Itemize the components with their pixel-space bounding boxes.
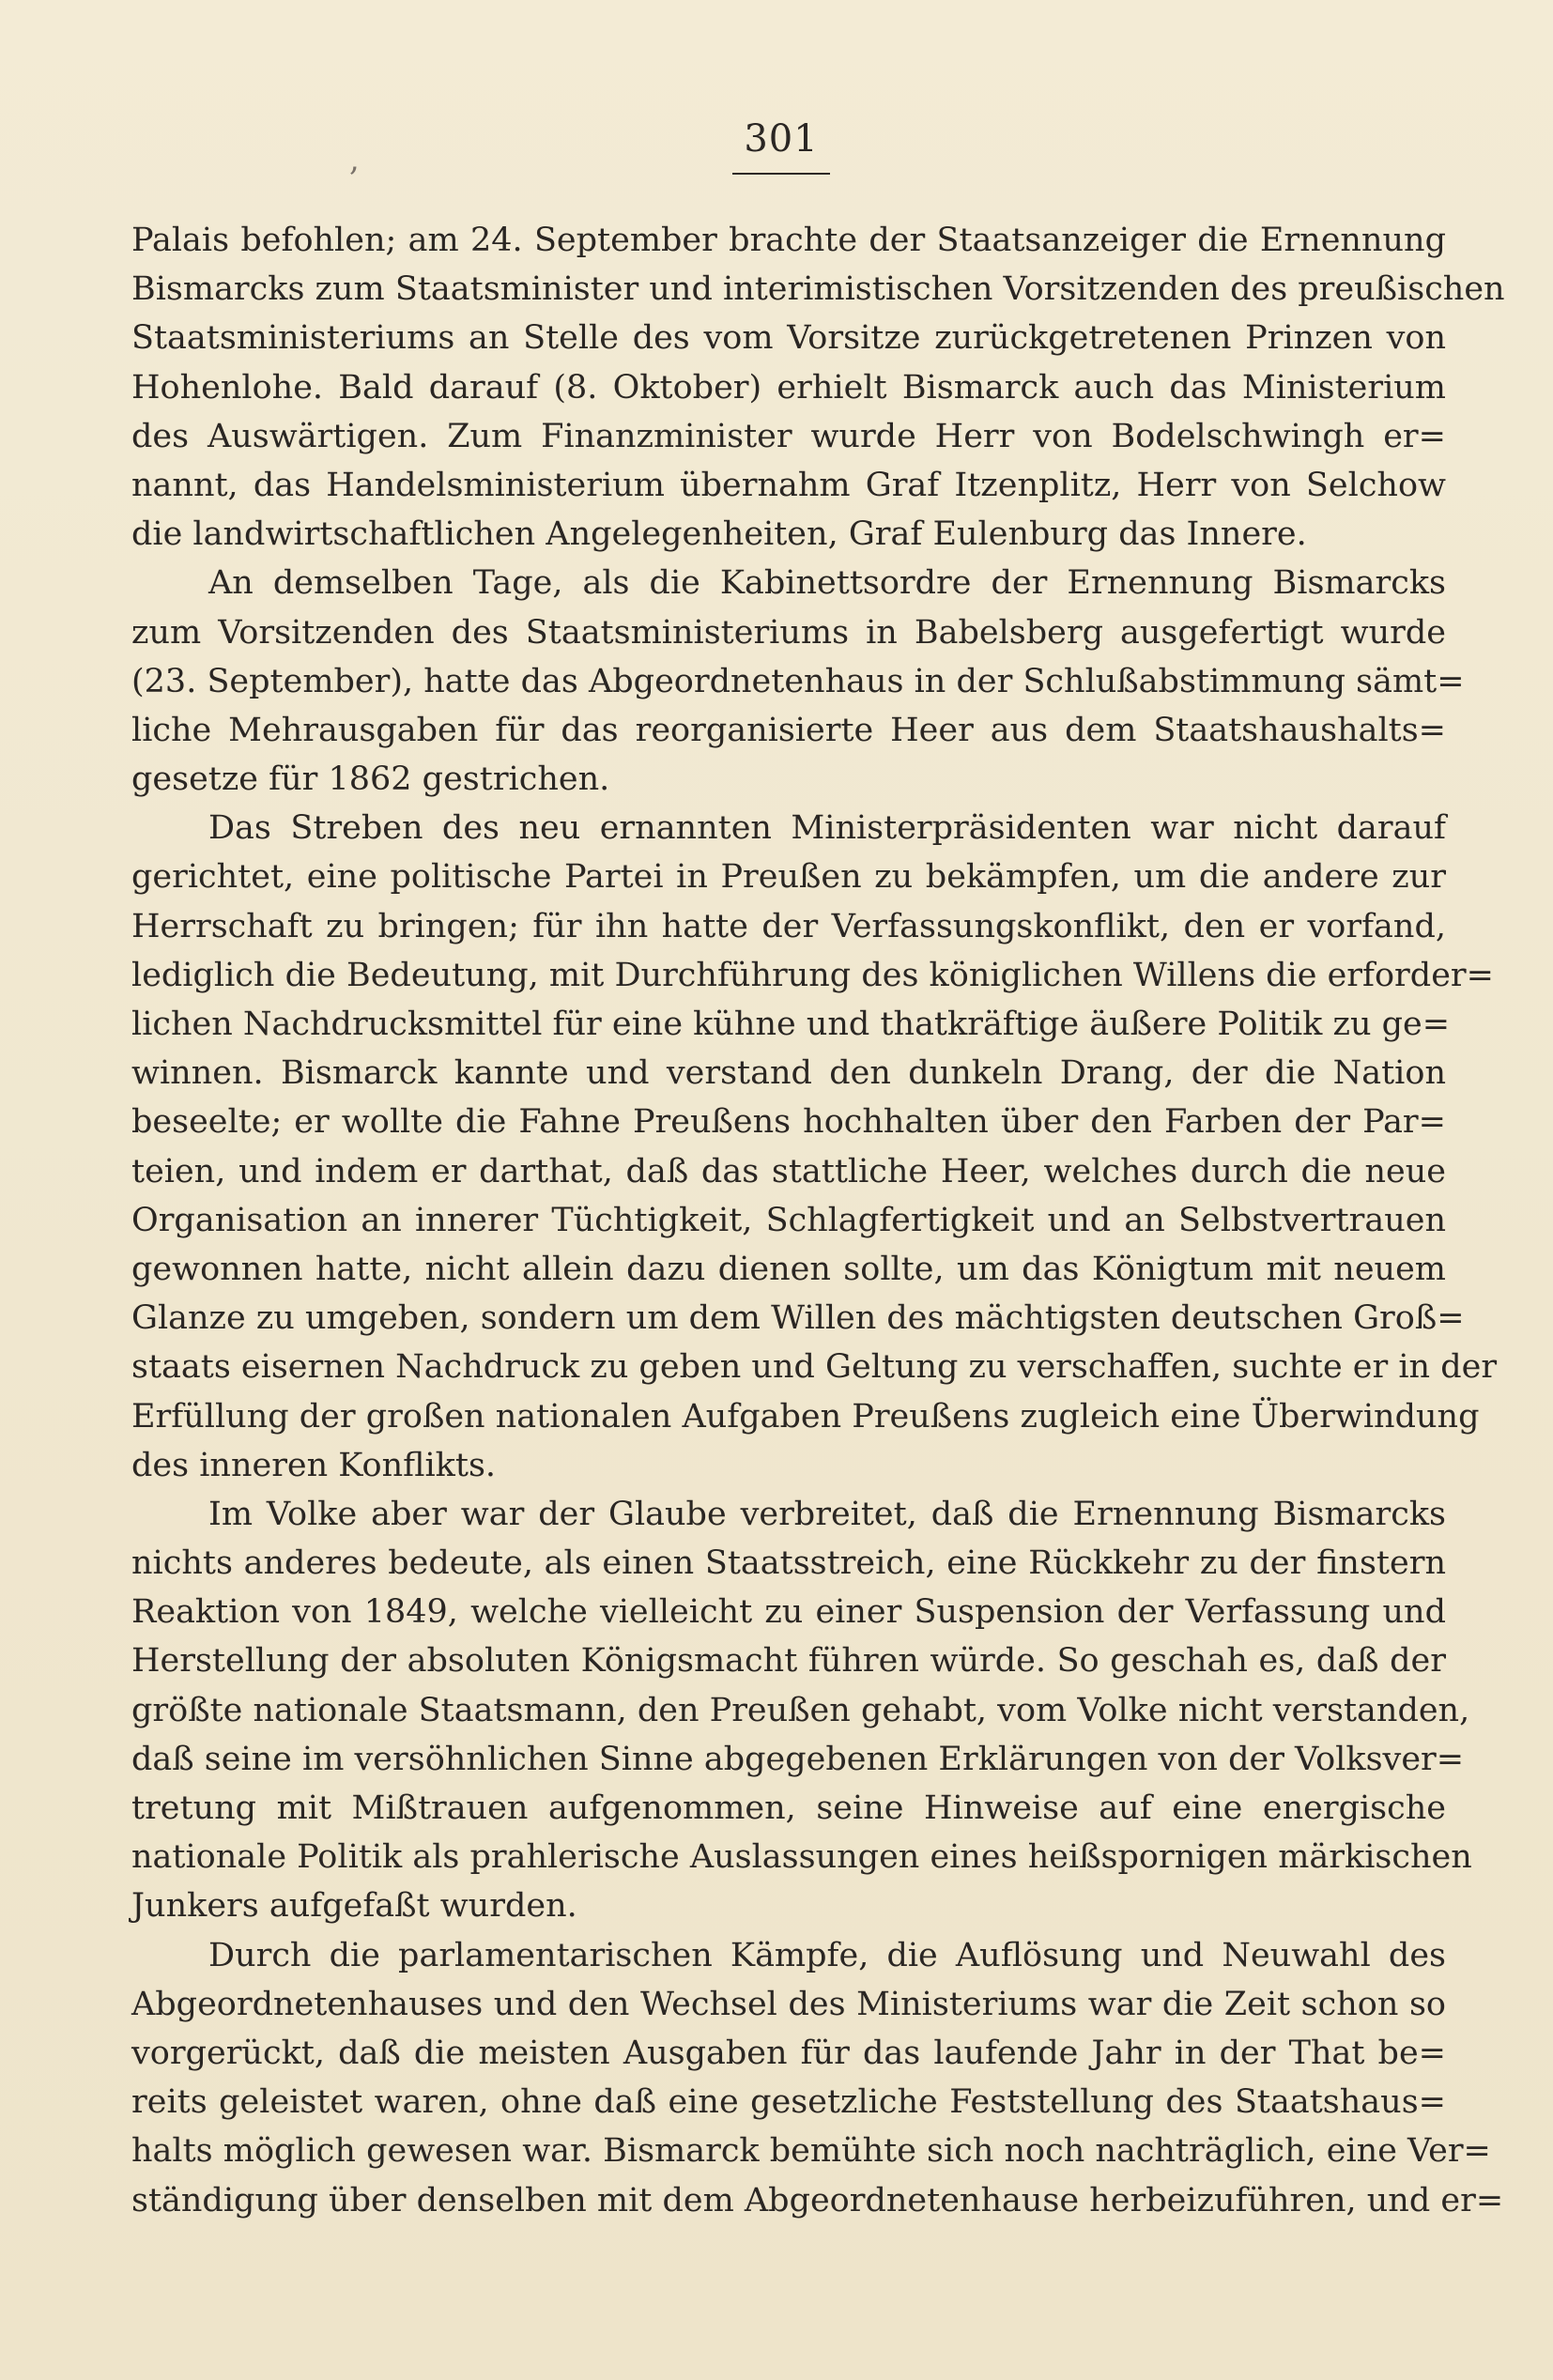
body-text	[131, 216, 1505, 2225]
text-line: Palais befohlen; am 24. September brachte der Staatsanzeiger die Ernennung	[131, 222, 1446, 259]
text-line: Durch die parlamentarischen Kämpfe, die Auflösung und Neuwahl des	[208, 1936, 1446, 1974]
text-line: liche Mehrausgaben für das reorganisierte Heer aus dem Staatshaushalts=	[131, 711, 1446, 749]
text-line: gewonnen hatte, nicht allein dazu dienen sollte, um das Königtum mit neuem	[131, 1250, 1446, 1288]
text-line: vorgerückt, daß die meisten Ausgaben für das laufende Jahr in der That be=	[131, 2034, 1446, 2072]
text-line: nationale Politik als prahlerische Auslassungen eines heißspornigen märkischen	[131, 1838, 1472, 1877]
text-line: winnen. Bismarck kannte und verstand den dunkeln Drang, der die Nation	[131, 1054, 1446, 1093]
page-number: 301	[744, 117, 819, 161]
text-line: nichts anderes bedeute, als einen Staatsstreich, eine Rückkehr zu der finstern	[131, 1544, 1446, 1583]
text-line: daß seine im versöhnlichen Sinne abgegebenen Erklärungen von der Volksver=	[131, 1740, 1465, 1778]
text-line: Abgeordnetenhauses und den Wechsel des Ministeriums war die Zeit schon so	[131, 1985, 1446, 2023]
text-line: beseelte; er wollte die Fahne Preußens hochhalten über den Farben der Par=	[131, 1103, 1446, 1142]
text-line: die landwirtschaftlichen Angelegenheiten, Graf Eulenburg das Innere.	[131, 515, 1307, 554]
paragraph-5	[131, 1931, 1504, 2225]
page-header	[732, 117, 830, 175]
text-line: nannt, das Handelsministerium übernahm Graf Itzenplitz, Herr von Selchow	[131, 466, 1446, 504]
text-line: Bismarcks zum Staatsminister und interimistischen Vorsitzenden des preußischen	[131, 270, 1505, 309]
text-line: reits geleistet waren, ohne daß eine gesetzliche Feststellung des Staatshaus=	[131, 2083, 1446, 2122]
text-line: An demselben Tage, als die Kabinettsordre der Ernennung Bismarcks	[208, 564, 1446, 603]
text-line: lichen Nachdrucksmittel für eine kühne und thatkräftige äußere Politik zu ge=	[131, 1006, 1451, 1043]
text-line: zum Vorsitzenden des Staatsministeriums in Babelsberg ausgefertigt wurde	[131, 613, 1446, 652]
paragraph-3	[131, 804, 1498, 1490]
text-line: (23. September), hatte das Abgeordnetenhaus in der Schlußabstimmung sämt=	[131, 662, 1465, 700]
text-line: Glanze zu umgeben, sondern um dem Willen des mächtigsten deutschen Groß=	[131, 1299, 1465, 1338]
text-line: staats eisernen Nachdruck zu geben und Geltung zu verschaffen, suchte er in der	[131, 1348, 1498, 1387]
text-line: halts möglich gewesen war. Bismarck bemühte sich noch nachträglich, eine Ver=	[131, 2132, 1491, 2171]
text-line: Das Streben des neu ernannten Ministerpräsidenten war nicht darauf	[208, 809, 1446, 848]
text-line: tretung mit Mißtrauen aufgenommen, seine Hinweise auf eine energische	[131, 1789, 1446, 1827]
text-line: ständigung über denselben mit dem Abgeordnetenhause herbeizuführen, und er=	[131, 2181, 1504, 2219]
text-line: des Auswärtigen. Zum Finanzminister wurde Herr von Bodelschwingh er=	[131, 417, 1446, 455]
text-line: Erfüllung der großen nationalen Aufgaben Preußens zugleich eine Überwindung	[131, 1397, 1480, 1436]
text-line: lediglich die Bedeutung, mit Durchführung des königlichen Willens die erforder=	[131, 956, 1494, 994]
text-line: Junkers aufgefaßt wurden.	[131, 1887, 577, 1926]
text-line: gerichtet, eine politische Partei in Preußen zu bekämpfen, um die andere zur	[131, 858, 1446, 897]
text-line: größte nationale Staatsmann, den Preußen gehabt, vom Volke nicht verstanden,	[131, 1691, 1470, 1729]
text-line: Staatsministeriums an Stelle des vom Vorsitze zurückgetretenen Prinzen von	[131, 319, 1446, 358]
text-line: Herrschaft zu bringen; für ihn hatte der Verfassungskonflikt, den er vorfand,	[131, 907, 1446, 945]
header-rule	[732, 173, 830, 175]
text-line: Organisation an innerer Tüchtigkeit, Schlagfertigkeit und an Selbstvertrauen	[131, 1201, 1446, 1239]
text-line: Reaktion von 1849, welche vielleicht zu einer Suspension der Verfassung und	[131, 1593, 1446, 1632]
text-line: Im Volke aber war der Glaube verbreitet, daß die Ernennung Bismarcks	[208, 1495, 1446, 1533]
page-mark: ,	[349, 141, 360, 178]
text-line: teien, und indem er darthat, daß das stattliche Heer, welches durch die neue	[131, 1152, 1446, 1190]
text-line: gesetze für 1862 gestrichen.	[131, 760, 610, 799]
text-line: Herstellung der absoluten Königsmacht führen würde. So geschah es, daß der	[131, 1642, 1446, 1681]
paragraph-2	[131, 559, 1465, 804]
text-line: des inneren Konflikts.	[131, 1446, 497, 1484]
paragraph-4	[131, 1490, 1472, 1931]
text-line: Hohenlohe. Bald darauf (8. Oktober) erhielt Bismarck auch das Ministerium	[131, 368, 1446, 407]
paragraph-1	[131, 216, 1505, 559]
